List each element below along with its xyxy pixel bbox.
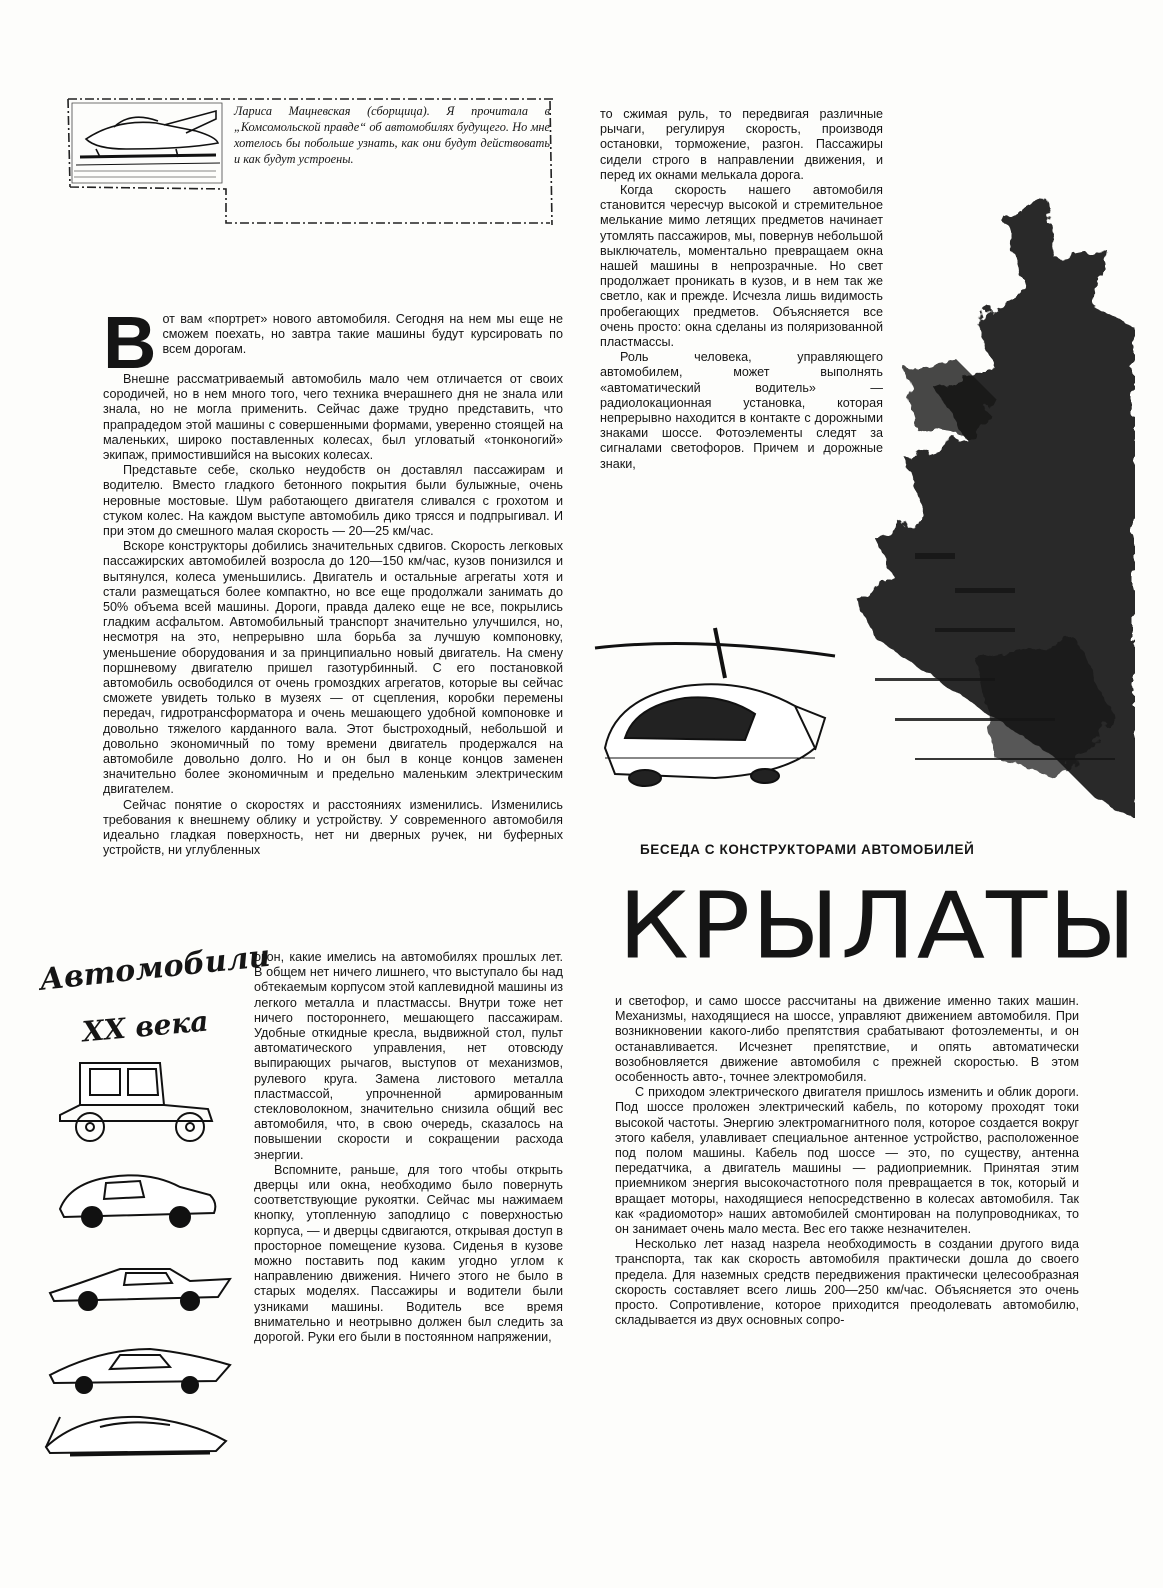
flying-car-illustration [575,158,1135,818]
reader-question-box [66,97,556,227]
left-narrow-column [254,950,563,1345]
flying-car-sketch [74,111,220,177]
vintage-title: Автомобили [37,938,272,998]
body-paragraph: Когда скорость нашего автомобиля становится чересчур высокой и стремительное мелькание мимо летящих предметов начинает утомлять пассажиров, мы, повернув небольшой выключатель, моментально превращаем окна нашей машины в непрозрачные. Но свет продолжает проникать в кузов, и в нем так же светло, как и прежде. Исчезла лишь видимость пробегающих предметов. Объясняется все очень просто: окна сделаны из поляризованной пластмассы. [600,183,883,350]
body-paragraph: Представьте себе, сколько неудобств он доставлял пассажирам и водителю. Вместо гладкого бетонного покрытия были булыжные, очень неровные мостовые. Шум работающего двигателя сливался с грохотом и стуком колес. На каждом выступе автомобиль дико трясся и подпрыгивал. И при этом до смешного малая скорость — 20—25 км/час. [103,463,563,539]
body-paragraph: то сжимая руль, то передвигая различные рычаги, регулируя скорость, производя остановки, торможение, разгон. Пассажиры сидели строго в направлении движения, и перед их окнами мелькала дорога. [600,107,883,182]
left-column [103,301,563,859]
body-paragraph: Роль человека, управляющего автомобилем, может выполнять «автоматический водитель» — радиолокационная установка, которая непрерывно находится в контакте с дорожными знаками шоссе. Фотоэлементы следят за сигналами светофоров. Причем и дорожные знаки, [600,350,883,471]
intro-text: от вам «портрет» нового автомобиля. Сегодня на нем мы еще не сможем поехать, но завтра такие машины будут курсировать по всем дорогам. [162,312,563,357]
intro-paragraph [103,301,563,384]
vintage-car-1950-icon [50,1269,230,1310]
body-paragraph: Внешне рассматриваемый автомобиль мало чем отличается от своих сородичей, но в нем много того, чего техника вчерашнего дня не знала или знала, но не могла применить. Сейчас даже трудно представить, что прапрадедом этой машины с совершенными формами, уверенно стоящей на маленьких, широко поставленных колесах, был угловатый «тонконогий» экипаж, примостившийся на высоких колесах. [103,372,563,463]
right-bottom-column [615,994,1079,1328]
body-paragraph: окон, какие имелись на автомобилях прошлых лет. В общем нет ничего лишнего, что выступало бы над обтекаемым корпусом этой каплевидной машины из легкого металла и пластмассы. Внутри тоже нет ничего постороннего, мешающего пассажирам. Удобные откидные кресла, выдвижной стол, пульт автоматического управления, нет отовсюду выпирающих рычагов, выступов от механизмов, рулевого круга. Замена листового металла пластмассой, упрочненной армированным стекловолокном, значительно снизила общий вес автомобиля, что, в свою очередь, сказалось на повышении скорости и сокращении расхода энергии. [254,950,563,1162]
vintage-subtitle: XX века [80,1004,210,1049]
car-evolution-drawings [40,1055,240,1475]
helicopter-car-sketch [595,628,835,786]
article-headline: КРЫЛАТЫ [618,871,1138,980]
body-paragraph: Несколько лет назад назрела необходимость в создании другого вида транспорта, так как скорость автомобиля практически дошла до своего предела. Для наземных средств передвижения практически целесообразная скорость составляет всего лишь 200—250 км/час. Объясняется это очень просто. Сопротивление, которое приходится преодолевать автомобилю, складывается из двух основных сопро- [615,1237,1079,1328]
future-car-icon [46,1417,226,1455]
vintage-car-1940-icon [60,1175,215,1227]
vintage-car-1910-icon [60,1063,212,1141]
body-paragraph: и светофор, и само шоссе рассчитаны на движение именно таких машин. Механизмы, находящиеся на шоссе, управляют движением автомобиля. При возникновении какого-либо препятствия срабатывают фотоэлементы, и он останавливается. Исчезнет препятствие, и опять автоматически возобновляется движение автомобиля с прежней скоростью. В этом особенность авто-, точнее электромобиля. [615,994,1079,1085]
body-paragraph: Сейчас понятие о скоростях и расстояниях изменились. Изменились требования к внешнему облику и устройству. У современного автомобиля идеально гладкая поверхность, нет ни дверных ручек, ни буферных устройств, ни углубленных [103,797,563,858]
drop-cap: В [103,301,157,384]
body-paragraph: Вскоре конструкторы добились значительных сдвигов. Скорость легковых пассажирских автомобилей возросла до 120—150 км/час, кузов понизился и вытянулся, колеса уменьшились. Двигатель и остальные агрегаты хотя и стали размещаться более компактно, но все еще продолжали занимать до 50% объема всей машины. Дороги, правда далеко еще не все, покрылись гладким асфальтом. Автомобильный транспорт значительно улучшился, но, несмотря на это, непрерывно шла борьба за лучшую компоновку, уменьшение оборудования и за принципиально новый двигатель. На смену поршневому двигателю пришел газотурбинный. С его постановкой автомобиль освободился от очень громоздких агрегатов, которые вы сейчас сможете увидеть только в музеях — от сцепления, коробки перемены передач, гидротрансформатора и очень мешающего удобной компоновке и довольно тяжелого карданного вала. Этот быстроходный, небольшой и довольно экономичный по тому времени двигатель продержался на автомобиле довольно долго. Но и он был в конце концов заменен значительно более экономичным и предельно маленьким электрическим двигателем. [103,539,563,797]
article-kicker: БЕСЕДА С КОНСТРУКТОРАМИ АВТОМОБИЛЕЙ [640,842,975,857]
quote-text: Лариса Мацневская (сборщица). Я прочитала в „Комсомольской правде“ об автомобилях будущего. Но мне хотелось бы побольше узнать, как они будут действовать и как будут устроены. [234,104,550,166]
body-paragraph: С приходом электрического двигателя пришлось изменить и облик дороги. Под шоссе проложен электрический кабель, по которому проходят токи высокой частоты. Энергию электромагнитного поля, которое создается вокруг этого кабеля, улавливает специальное антенное устройство, расположенное под полом машины. Кабель под шоссе — это, по существу, антенна передатчика, а двигатель машины — радиоприемник. Принятая этим приемником энергия высокочастотного поля превращается в ток, который и вращает моторы, находящиеся непосредственно в колесах автомобиля. Так как «радиомотор» наших автомобилей смонтирован на полупроводниках, то он занимает очень мало места. Вес его также незначителен. [615,1085,1079,1237]
body-paragraph: Вспомните, раньше, для того чтобы открыть дверцы или окна, необходимо было повернуть соответствующие рукоятки. Сейчас мы нажимаем кнопку, утопленную заподлицо с поверхностью корпуса, — и дверцы сдвигаются, открывая доступ в просторное помещение кузова. Сиденья в кузове можно поставить под каким угодно углом к направлению движения. Ничего этого не было в старых моделях. Пассажиры и водители были узниками машины. Водитель все время внимательно и неотрывно должен был следить за дорогой. Руки его были в постоянном напряжении, [254,1162,563,1345]
vintage-car-1960-icon [50,1349,230,1393]
